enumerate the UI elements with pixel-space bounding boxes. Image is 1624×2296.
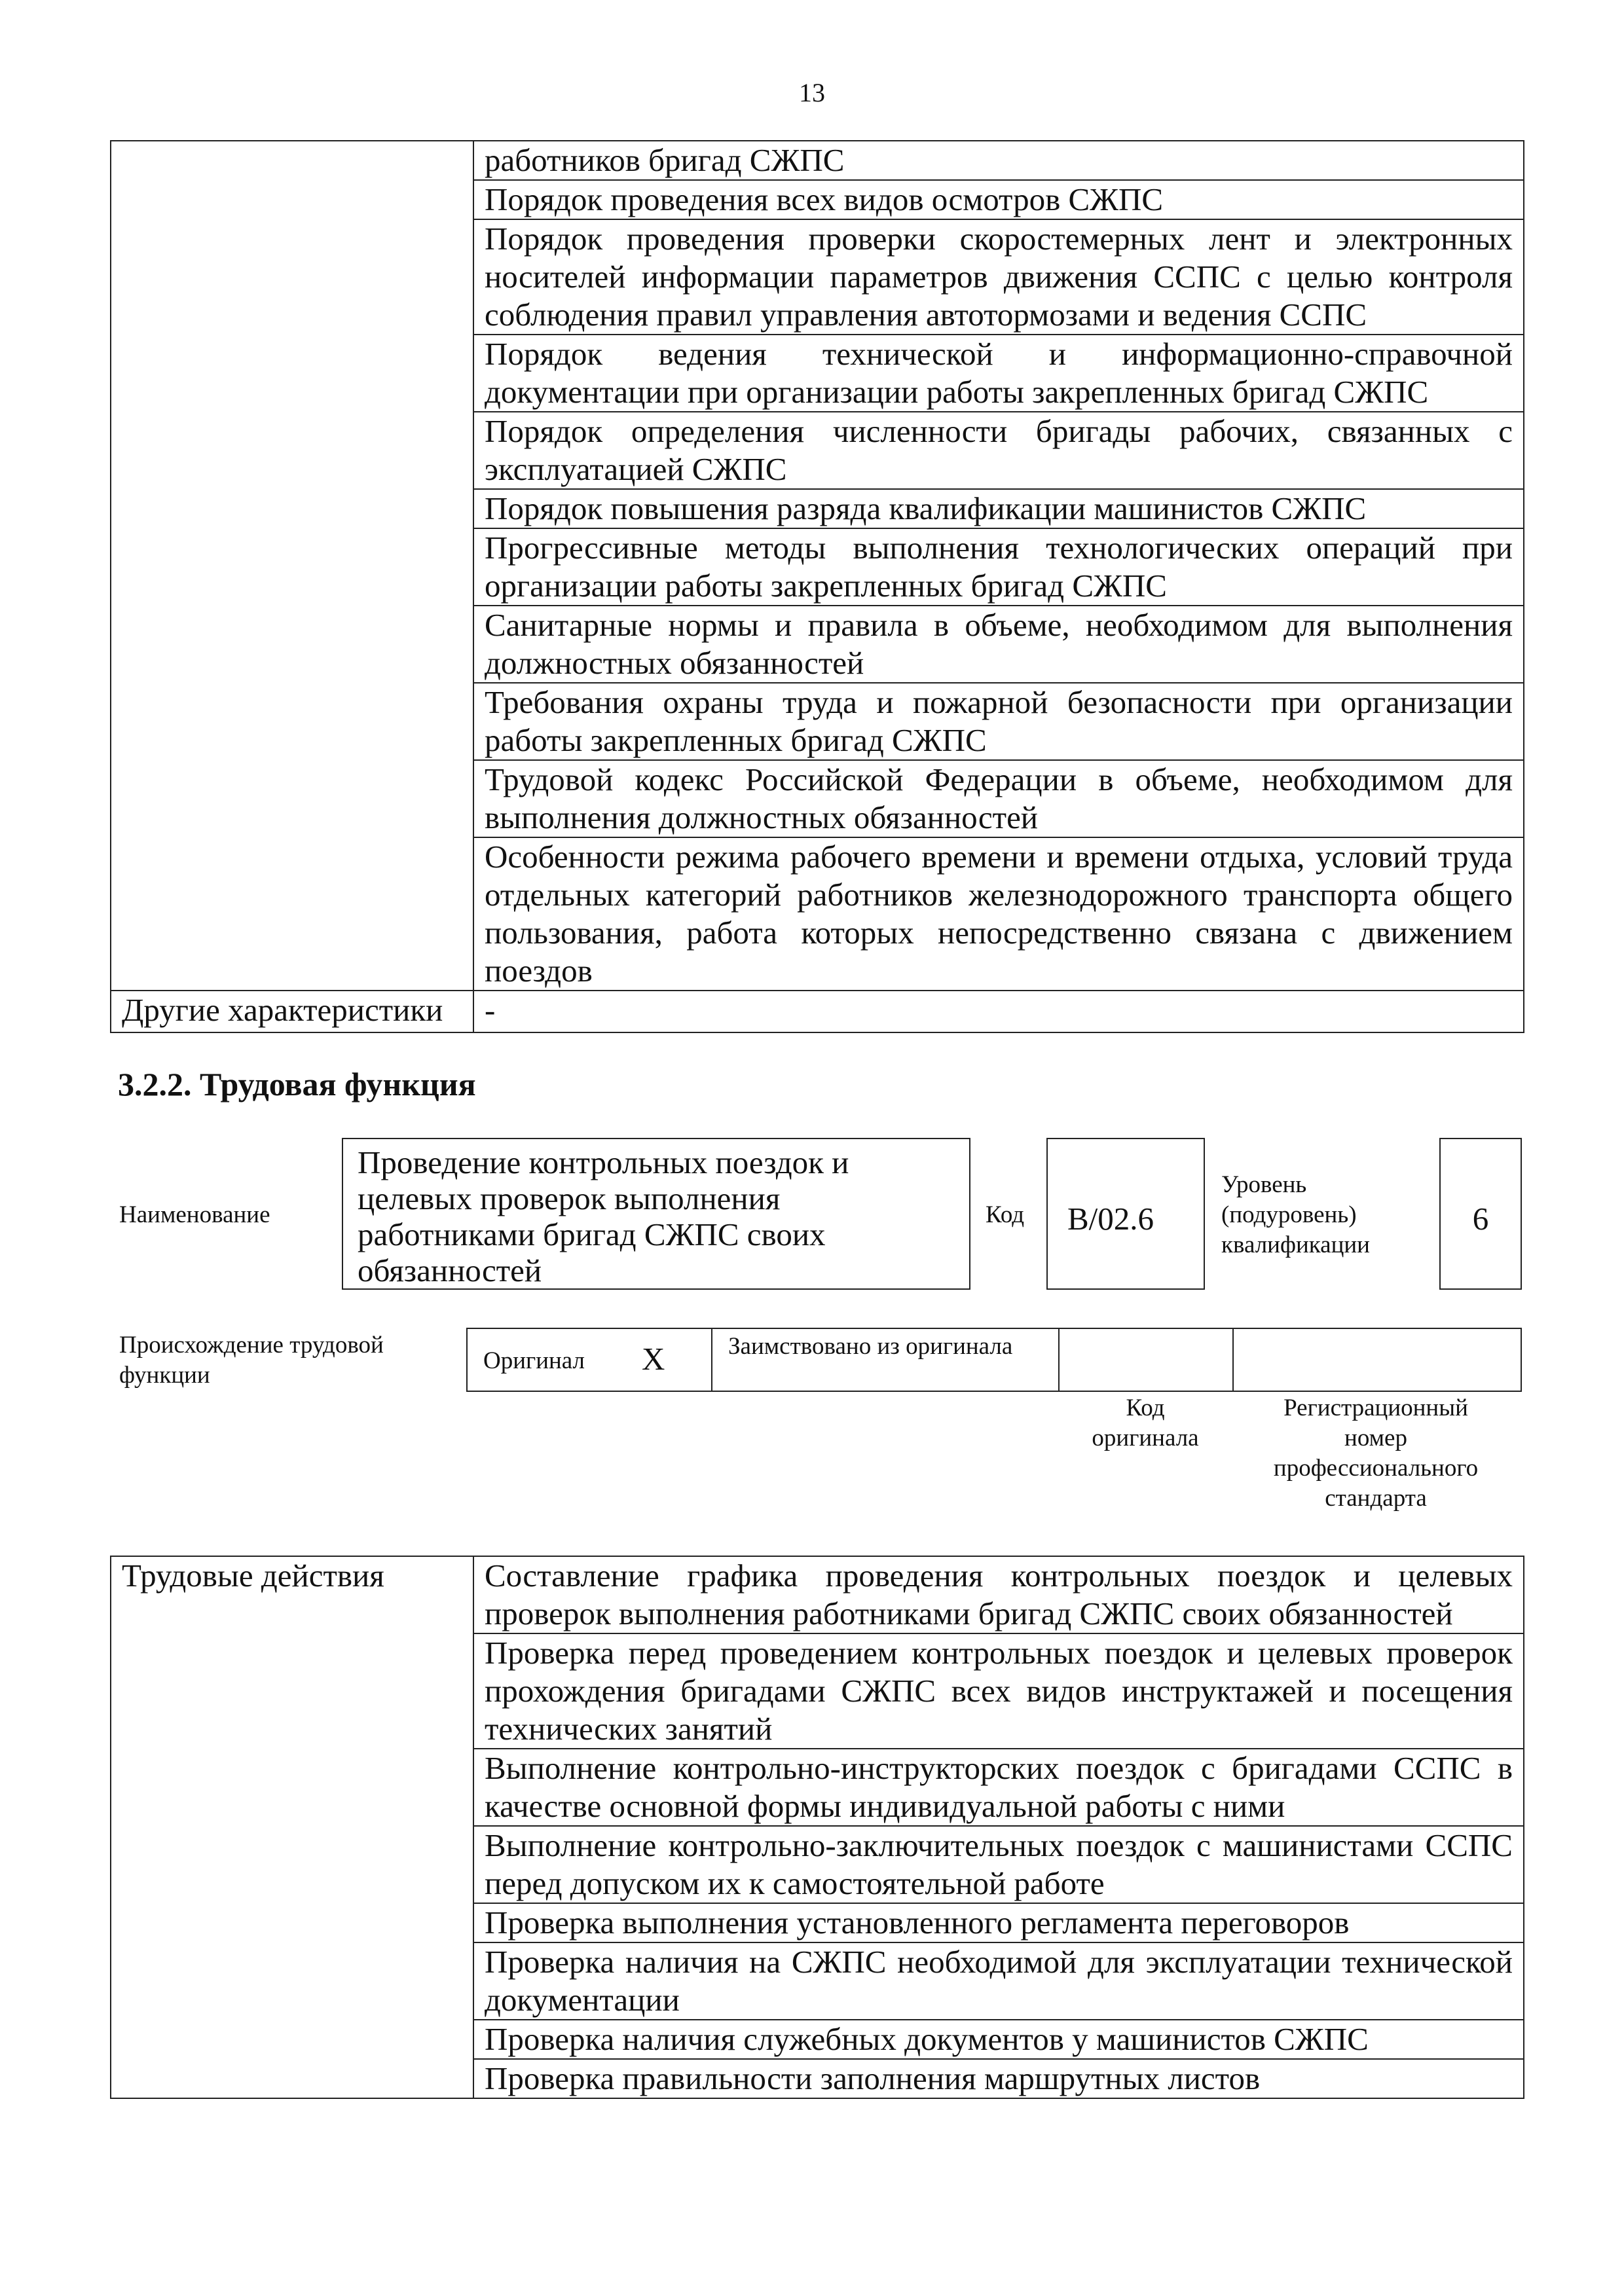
level-value: 6 bbox=[1472, 1201, 1489, 1237]
action-item: Проверка наличия служебных документов у машинистов СЖПС bbox=[473, 2020, 1524, 2059]
other-characteristics-value: - bbox=[473, 991, 1524, 1032]
action-item: Составление графика проведения контрольных поездок и целевых проверок выполнения работниками бригад СЖПС своих обязанностей bbox=[473, 1556, 1524, 1633]
caption-line: профессионального bbox=[1273, 1455, 1479, 1482]
knowledge-item: Трудовой кодекс Российской Федерации в объеме, необходимом для выполнения должностных обязанностей bbox=[473, 760, 1524, 837]
knowledge-item: работников бригад СЖПС bbox=[473, 141, 1524, 180]
knowledge-item: Порядок проведения всех видов осмотров СЖПС bbox=[473, 180, 1524, 219]
action-item: Проверка выполнения установленного регламента переговоров bbox=[473, 1903, 1524, 1942]
origin-borrowed-cell bbox=[712, 1329, 1060, 1391]
original-mark: X bbox=[642, 1341, 665, 1377]
action-item: Выполнение контрольно-инструкторских поездок с бригадами ССПС в качестве основной формы индивидуальной работы с ними bbox=[473, 1749, 1524, 1826]
origin-code-caption bbox=[1058, 1393, 1232, 1453]
action-item: Проверка наличия на СЖПС необходимой для эксплуатации технической документации bbox=[473, 1942, 1524, 2020]
level-box bbox=[1439, 1138, 1522, 1290]
caption-line: Код bbox=[1126, 1394, 1165, 1421]
function-name-value: Проведение контрольных поездок и целевых проверок выполнения работниками бригад СЖПС своих обязанностей bbox=[358, 1144, 849, 1288]
caption-line: номер bbox=[1344, 1425, 1407, 1451]
actions-table bbox=[110, 1556, 1524, 2099]
action-item: Проверка правильности заполнения маршрутных листов bbox=[473, 2059, 1524, 2098]
level-label-line: Уровень bbox=[1221, 1171, 1307, 1198]
knowledge-item: Порядок проведения проверки скоростемерных лент и электронных носителей информации параметров движения ССПС с целью контроля соблюдения правил управления автотормозами и ведения ССПС bbox=[473, 219, 1524, 335]
page-number: 13 bbox=[799, 78, 825, 107]
action-item: Выполнение контрольно-заключительных поездок с машинистами ССПС перед допуском их к самостоятельной работе bbox=[473, 1826, 1524, 1903]
original-label: Оригинал bbox=[483, 1347, 585, 1374]
origin-row bbox=[466, 1328, 1522, 1392]
knowledge-table bbox=[110, 140, 1524, 1033]
function-name-box bbox=[342, 1138, 970, 1290]
name-label: Наименование bbox=[119, 1201, 270, 1228]
knowledge-item: Санитарные нормы и правила в объеме, необходимом для выполнения должностных обязанностей bbox=[473, 606, 1524, 683]
knowledge-label-cell bbox=[111, 141, 473, 991]
knowledge-item: Порядок определения численности бригады рабочих, связанных с эксплуатацией СЖПС bbox=[473, 412, 1524, 489]
origin-original-cell bbox=[468, 1329, 712, 1391]
borrowed-label: Заимствовано из оригинала bbox=[728, 1333, 1013, 1360]
function-code-box bbox=[1046, 1138, 1205, 1290]
origin-reg-number-cell bbox=[1234, 1329, 1521, 1391]
reg-number-caption bbox=[1232, 1393, 1519, 1514]
knowledge-item: Требования охраны труда и пожарной безопасности при организации работы закрепленных бригад СЖПС bbox=[473, 683, 1524, 760]
knowledge-item: Порядок повышения разряда квалификации машинистов СЖПС bbox=[473, 489, 1524, 528]
caption-line: стандарта bbox=[1325, 1485, 1427, 1512]
knowledge-item: Прогрессивные методы выполнения технологических операций при организации работы закрепленных бригад СЖПС bbox=[473, 528, 1524, 606]
table-row bbox=[111, 991, 1524, 1032]
code-label: Код bbox=[986, 1201, 1025, 1228]
table-row bbox=[111, 1556, 1524, 1633]
caption-line: оригинала bbox=[1092, 1425, 1199, 1451]
origin-code-cell bbox=[1060, 1329, 1234, 1391]
level-label bbox=[1221, 1170, 1418, 1260]
action-item: Проверка перед проведением контрольных поездок и целевых проверок прохождения бригадами СЖПС всех видов инструктажей и посещения технических занятий bbox=[473, 1633, 1524, 1749]
function-code-value: B/02.6 bbox=[1067, 1201, 1154, 1237]
table-row bbox=[111, 141, 1524, 180]
actions-label: Трудовые действия bbox=[111, 1556, 473, 2098]
caption-line: Регистрационный bbox=[1283, 1394, 1468, 1421]
knowledge-item: Особенности режима рабочего времени и времени отдыха, условий труда отдельных категорий работников железнодорожного транспорта общего пользования, работа которых непосредственно связана с движением поездов bbox=[473, 837, 1524, 991]
knowledge-item: Порядок ведения технической и информационно-справочной документации при организации работы закрепленных бригад СЖПС bbox=[473, 335, 1524, 412]
section-heading: 3.2.2. Трудовая функция bbox=[118, 1066, 476, 1102]
level-label-line: квалификации bbox=[1221, 1231, 1370, 1258]
level-label-line: (подуровень) bbox=[1221, 1201, 1357, 1228]
origin-label: Происхождение трудовой функции bbox=[119, 1332, 384, 1389]
other-characteristics-label: Другие характеристики bbox=[111, 991, 473, 1032]
